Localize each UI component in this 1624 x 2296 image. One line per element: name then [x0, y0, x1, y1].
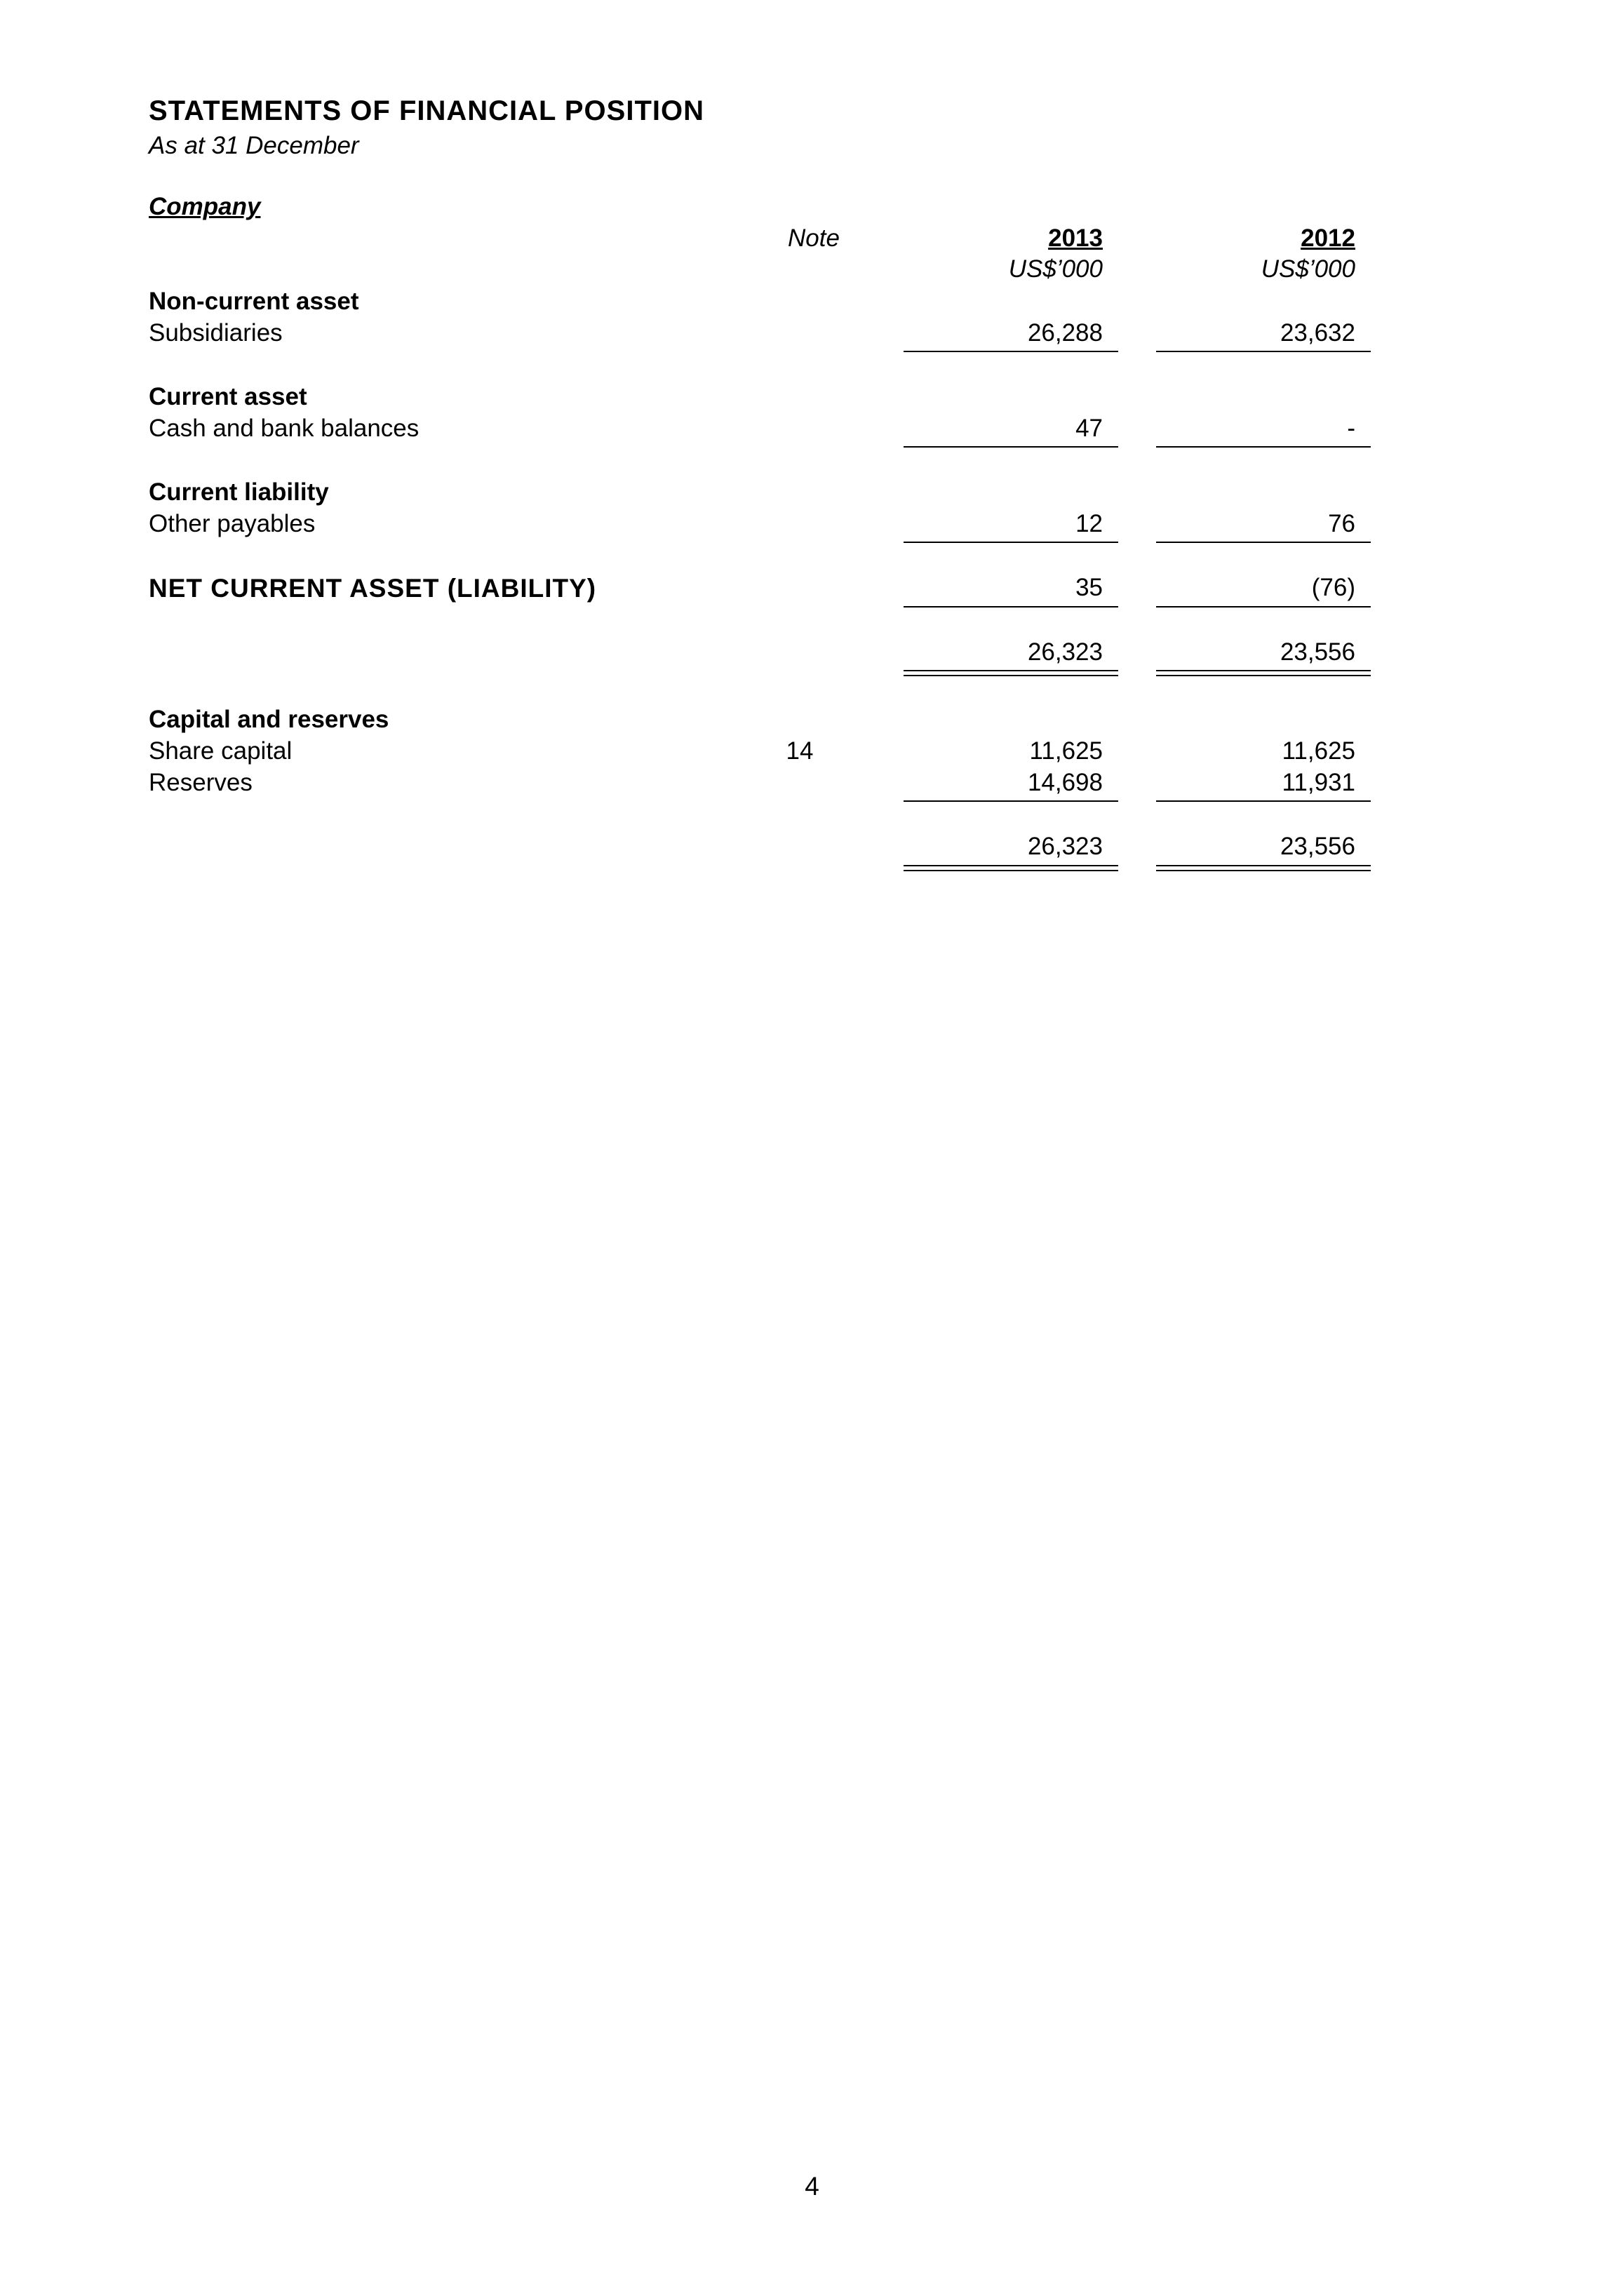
subsidiaries-2012: 23,632 [1280, 319, 1355, 347]
rule-subsidiaries-2012 [1156, 351, 1371, 352]
cash-2012: - [1347, 415, 1355, 442]
share-capital-2012: 11,625 [1282, 737, 1355, 765]
payables-2012: 76 [1328, 510, 1355, 537]
current-liability-heading: Current liability [149, 478, 329, 506]
note-column-header: Note [788, 224, 840, 252]
net-current-2013: 35 [1075, 574, 1103, 601]
total-equity-2012: 23,556 [1280, 833, 1355, 860]
rule-payables-2013 [904, 542, 1118, 543]
year-2013-header: 2013 [1048, 224, 1103, 252]
non-current-asset-heading: Non-current asset [149, 288, 359, 315]
payables-label: Other payables [149, 510, 316, 537]
reserves-2012: 11,931 [1282, 769, 1355, 796]
share-capital-note: 14 [786, 737, 814, 765]
cash-2013: 47 [1075, 415, 1103, 442]
unit-2012-header: US$’000 [1261, 255, 1355, 283]
double-rule-total-assets-2013 [904, 670, 1118, 676]
total-assets-2012: 23,556 [1280, 638, 1355, 666]
share-capital-label: Share capital [149, 737, 293, 765]
capital-reserves-heading: Capital and reserves [149, 706, 389, 733]
current-asset-heading: Current asset [149, 383, 307, 410]
total-equity-2013: 26,323 [1027, 833, 1103, 860]
rule-reserves-2012 [1156, 800, 1371, 802]
net-current-2012: (76) [1311, 574, 1355, 601]
cash-label: Cash and bank balances [149, 415, 420, 442]
unit-2013-header: US$’000 [1008, 255, 1103, 283]
rule-subsidiaries-2013 [904, 351, 1118, 352]
subsidiaries-label: Subsidiaries [149, 319, 283, 347]
total-assets-2013: 26,323 [1027, 638, 1103, 666]
payables-2013: 12 [1075, 510, 1103, 537]
reserves-2013: 14,698 [1027, 769, 1103, 796]
reserves-label: Reserves [149, 769, 253, 796]
double-rule-total-equity-2012 [1156, 865, 1371, 871]
rule-cash-2012 [1156, 446, 1371, 448]
double-rule-total-assets-2012 [1156, 670, 1371, 676]
statement-title: STATEMENTS OF FINANCIAL POSITION [149, 95, 704, 126]
statement-date: As at 31 December [149, 132, 359, 159]
rule-cash-2013 [904, 446, 1118, 448]
share-capital-2013: 11,625 [1029, 737, 1103, 765]
page-number: 4 [805, 2172, 819, 2201]
subsidiaries-2013: 26,288 [1027, 319, 1103, 347]
entity-label: Company [149, 193, 261, 220]
rule-net-2013 [904, 606, 1118, 607]
rule-reserves-2013 [904, 800, 1118, 802]
year-2012-header: 2012 [1301, 224, 1355, 252]
double-rule-total-equity-2013 [904, 865, 1118, 871]
rule-net-2012 [1156, 606, 1371, 607]
rule-payables-2012 [1156, 542, 1371, 543]
net-current-label: NET CURRENT ASSET (LIABILITY) [149, 574, 597, 603]
